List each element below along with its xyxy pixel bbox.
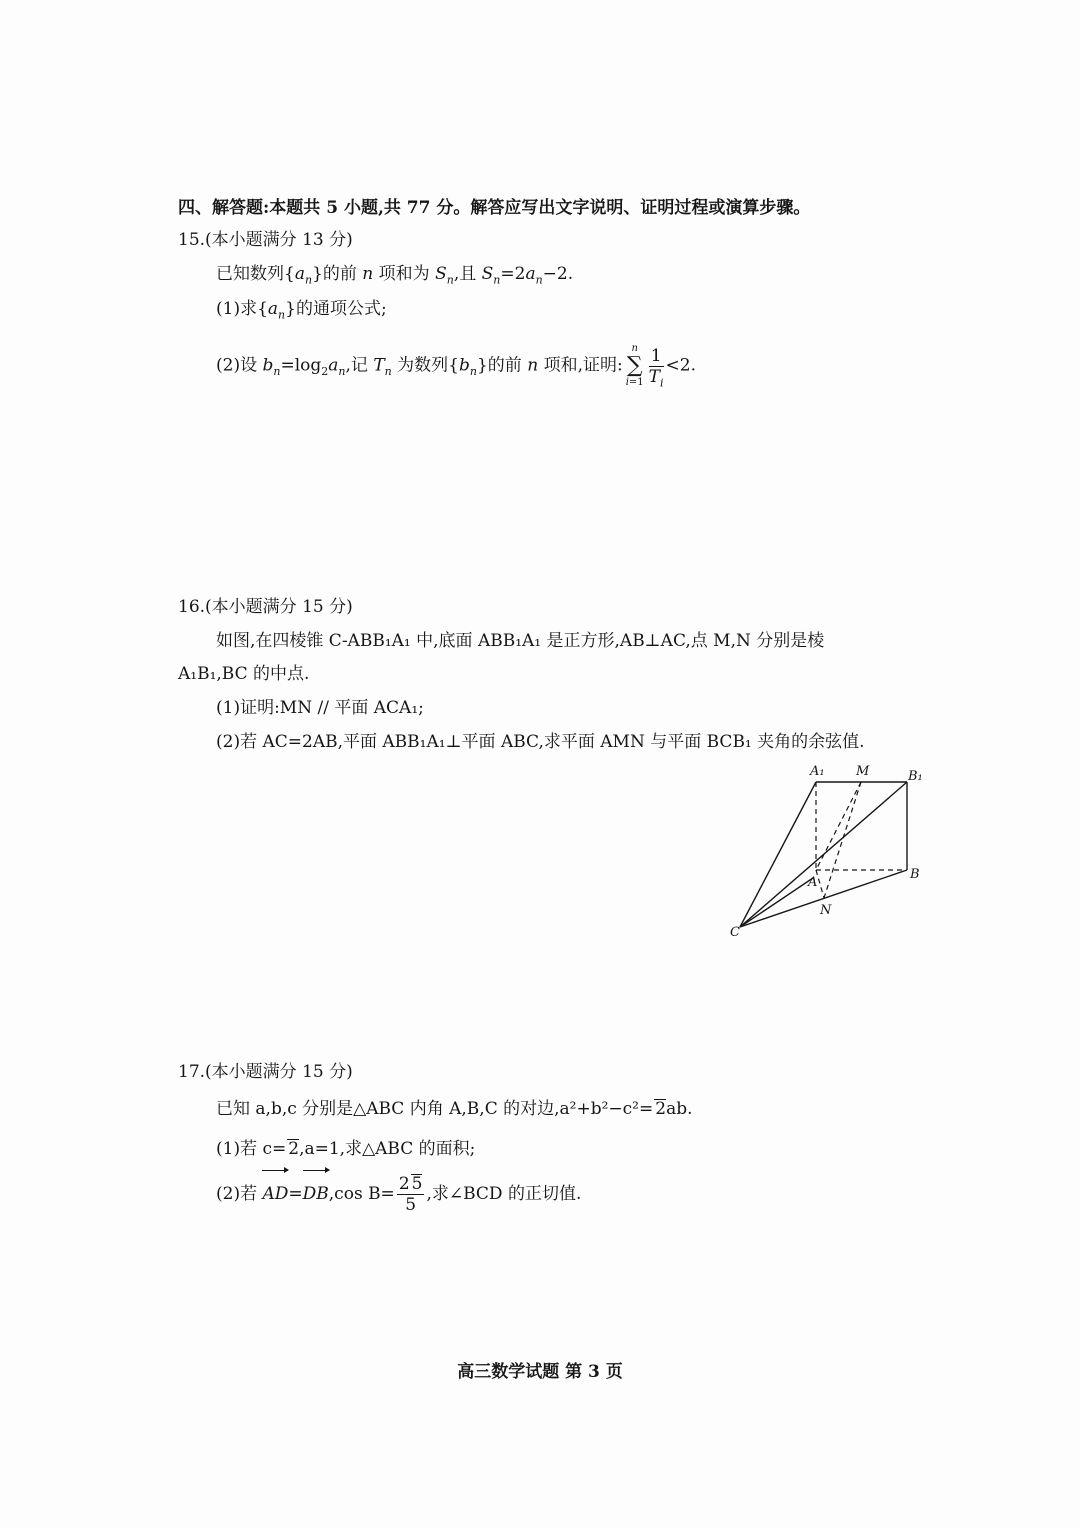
edge-C-A [740, 878, 813, 927]
label-M: M [856, 764, 870, 779]
label-N: N [820, 903, 832, 918]
q17-header: 17.(本小题满分 15 分) [178, 1062, 353, 1082]
q16-given-line1: 如图,在四棱锥 C-ABB₁A₁ 中,底面 ABB₁A₁ 是正方形,AB⊥AC,点 M,N 分别是棱 [216, 631, 825, 651]
label-A1: A₁ [810, 764, 825, 779]
page-footer: 高三数学试题 第 3 页 [457, 1362, 623, 1382]
q15-part2: (2)设 $b_n=\log_2a_n$,记 $T_n$ 为数列$\{b_n\}$的前 n 项和,证明: n ∑ i=1 $\frac{1}{T_i}$ <2. [216, 343, 697, 389]
vector-DB: DB [303, 1172, 329, 1216]
q15-given: 已知数列$\{a_n\}$的前 n 项和为 $S_n$,且 $S_n=2a_n-2$. [216, 264, 574, 287]
q16-part2: (2)若 AC=2AB,平面 ABB₁A₁⊥平面 ABC,求平面 AMN 与平面 BCB₁ 夹角的余弦值. [216, 732, 865, 752]
q17-given: 已知 a,b,c 分别是△ABC 内角 A,B,C 的对边,a²+b²−c²= 2ab. [216, 1099, 693, 1119]
q17-part2: (2)若 AD=DB,cos B= $\frac{2 5}{5}$ ,求∠BCD 的正切值. [216, 1174, 582, 1215]
segment-M-N [824, 782, 861, 898]
q17-part1: (1)若 c= 2,a=1,求△ABC 的面积; [216, 1139, 476, 1159]
fraction-cosB: $\frac{2 5}{5}$ [398, 1174, 423, 1215]
segment-M-A [816, 782, 861, 870]
label-C: C [730, 925, 740, 940]
label-A: A [808, 875, 818, 890]
q16-given-line2: A₁B₁,BC 的中点. [178, 664, 310, 684]
summation-symbol: n ∑ i=1 [625, 343, 644, 388]
pyramid-figure [720, 760, 930, 940]
vector-AD: AD [262, 1172, 288, 1216]
q16-part1: (1)证明:MN // 平面 ACA₁; [216, 698, 424, 718]
q15-part1: (1)求$\{a_n\}$的通项公式; [216, 299, 387, 322]
fraction-one-over-Ti: $\frac{1}{T_i}$ [648, 345, 664, 389]
q16-header: 16.(本小题满分 15 分) [178, 597, 353, 617]
label-B1: B₁ [908, 769, 923, 784]
q15-header: 15.(本小题满分 13 分) [178, 230, 353, 250]
label-B: B [910, 867, 920, 882]
section-heading: 四、解答题:本题共 5 小题,共 77 分。解答应写出文字说明、证明过程或演算步骤。 [178, 198, 811, 218]
